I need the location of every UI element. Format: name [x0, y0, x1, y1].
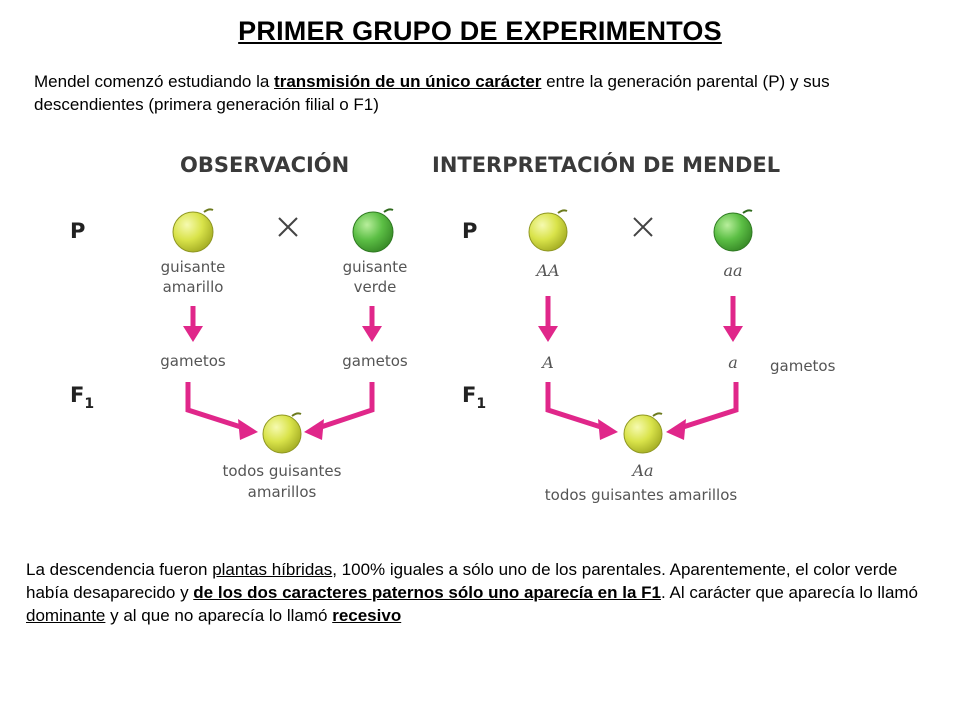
observation-gametes-left: gametos: [160, 352, 226, 370]
interpretation-cross-symbol: [634, 218, 652, 236]
observation-f1-subscript: 1: [84, 396, 95, 412]
conclusion-dominant: dominante: [26, 606, 106, 625]
interpretation-f1-letter: F: [462, 383, 477, 407]
observation-p-label: P: [70, 219, 86, 243]
observation-offspring-line1: todos guisantes: [222, 462, 342, 480]
observation-left-parent-line1: guisante: [160, 258, 226, 276]
intro-highlight: transmisión de un único carácter: [274, 72, 542, 91]
interpretation-green-pea: [714, 210, 752, 251]
observation-green-pea: [353, 209, 393, 252]
observation-offspring-pea: [263, 413, 301, 453]
observation-arrow-to-offspring-right: [304, 382, 372, 440]
conclusion-key-statement: de los dos caracteres paternos sólo uno aparecía en la F1: [193, 583, 661, 602]
observation-f1-label: [70, 383, 94, 412]
interpretation-arrow-left: [538, 296, 558, 342]
observation-f1-letter: F: [70, 383, 85, 407]
observation-arrow-left: [183, 306, 203, 342]
conclusion-text-1: La descendencia fueron: [26, 560, 213, 579]
intro-text-1: Mendel comenzó estudiando la: [34, 72, 275, 91]
observation-arrow-right: [362, 306, 382, 342]
interpretation-arrow-to-offspring-right: [666, 382, 736, 440]
observation-right-parent-line2: verde: [353, 278, 397, 296]
observation-header: OBSERVACIÓN: [180, 153, 350, 177]
interpretation-gamete-right: a: [728, 353, 738, 372]
observation-gametes-right: gametos: [342, 352, 408, 370]
interpretation-right-genotype: aa: [723, 261, 743, 280]
interpretation-arrow-to-offspring-left: [548, 382, 618, 440]
interpretation-left-genotype: AA: [536, 261, 560, 280]
interpretation-arrow-right: [723, 296, 743, 342]
conclusion-recessive: recesivo: [332, 606, 402, 625]
interpretation-gametes-label: gametos: [770, 357, 836, 375]
observation-arrow-to-offspring-left: [188, 382, 258, 440]
observation-right-parent-line1: guisante: [342, 258, 408, 276]
intro-text-2: entre la generación parental (P) y sus descendientes (primera generación filial o F1): [34, 72, 830, 114]
observation-cross-symbol: [279, 218, 297, 236]
interpretation-p-label: P: [462, 219, 478, 243]
interpretation-yellow-pea: [529, 210, 567, 251]
interpretation-f1-subscript: 1: [476, 396, 487, 412]
observation-offspring-line2: amarillos: [247, 483, 317, 501]
interpretation-offspring-pea: [624, 413, 662, 453]
conclusion-text-2: , 100% iguales a sólo uno de los parentales. Aparentemente, el color verde había desaparecido y: [26, 560, 898, 602]
conclusion-paragraph: [26, 558, 926, 627]
interpretation-header: INTERPRETACIÓN DE MENDEL: [432, 153, 781, 177]
observation-yellow-pea: [173, 209, 213, 252]
observation-left-parent-line2: amarillo: [162, 278, 224, 296]
page-title: PRIMER GRUPO DE EXPERIMENTOS: [238, 16, 722, 46]
interpretation-offspring-label: todos guisantes amarillos: [544, 486, 738, 504]
conclusion-text-3: . Al carácter que aparecía lo llamó: [660, 583, 919, 602]
conclusion-hybrid-plants: plantas híbridas: [212, 560, 333, 579]
conclusion-text-4: y al que no aparecía lo llamó: [105, 606, 333, 625]
interpretation-offspring-genotype: Aa: [632, 461, 654, 480]
interpretation-f1-label: [462, 383, 486, 412]
interpretation-gamete-left: A: [542, 353, 554, 372]
